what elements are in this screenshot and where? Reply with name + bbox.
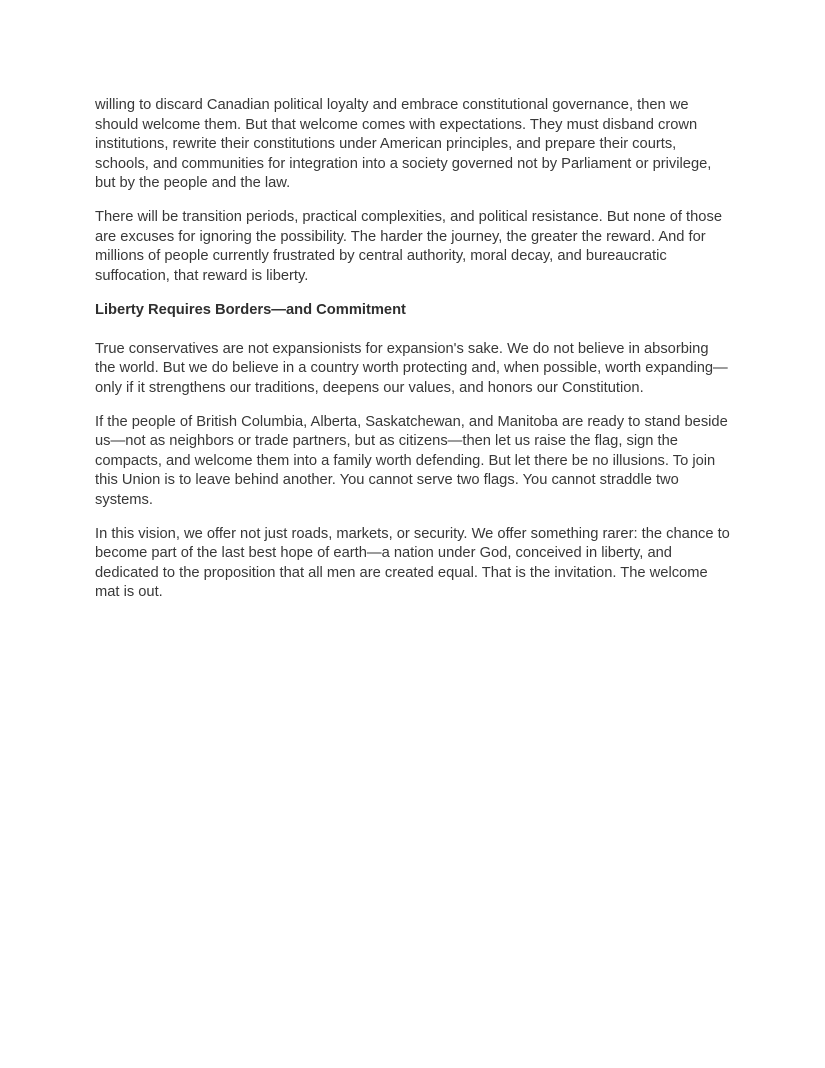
paragraph: willing to discard Canadian political loyalty and embrace constitutional governance, then we should welcome them. But that welcome comes with expectations. They must disband crown institutions, rewrite their constitutions under American principles, and prepare their courts, schools, and communities for integration into a society governed not by Parliament or privilege, but by the people and the law. [95, 97, 712, 191]
paragraph: There will be transition periods, practical complexities, and political resistance. But none of those are excuses for ignoring the possibility. The harder the journey, the greater the reward. And for millions of people currently frustrated by central authority, moral decay, and bureaucratic suffocation, that reward is liberty. [95, 209, 722, 284]
paragraph: True conservatives are not expansionists for expansion's sake. We do not believe in absorbing the world. But we do believe in a country worth protecting and, when possible, worth expanding—only if it strengthens our traditions, deepens our values, and honors our Constitution. [95, 340, 728, 396]
document-text-body [95, 96, 732, 617]
section-heading: Liberty Requires Borders—and Commitment [95, 301, 406, 318]
paragraph: If the people of British Columbia, Alberta, Saskatchewan, and Manitoba are ready to stand beside us—not as neighbors or trade partners, but as citizens—then let us raise the flag, sign the compacts, and welcome them into a family worth defending. But let there be no illusions. To join this Union is to leave behind another. You cannot serve two flags. You cannot straddle two systems. [95, 413, 728, 508]
paragraph: In this vision, we offer not just roads, markets, or security. We offer something rarer: the chance to become part of the last best hope of earth—a nation under God, conceived in liberty, and dedicated to the proposition that all men are created equal. That is the invitation. The welcome mat is out. [95, 525, 730, 600]
